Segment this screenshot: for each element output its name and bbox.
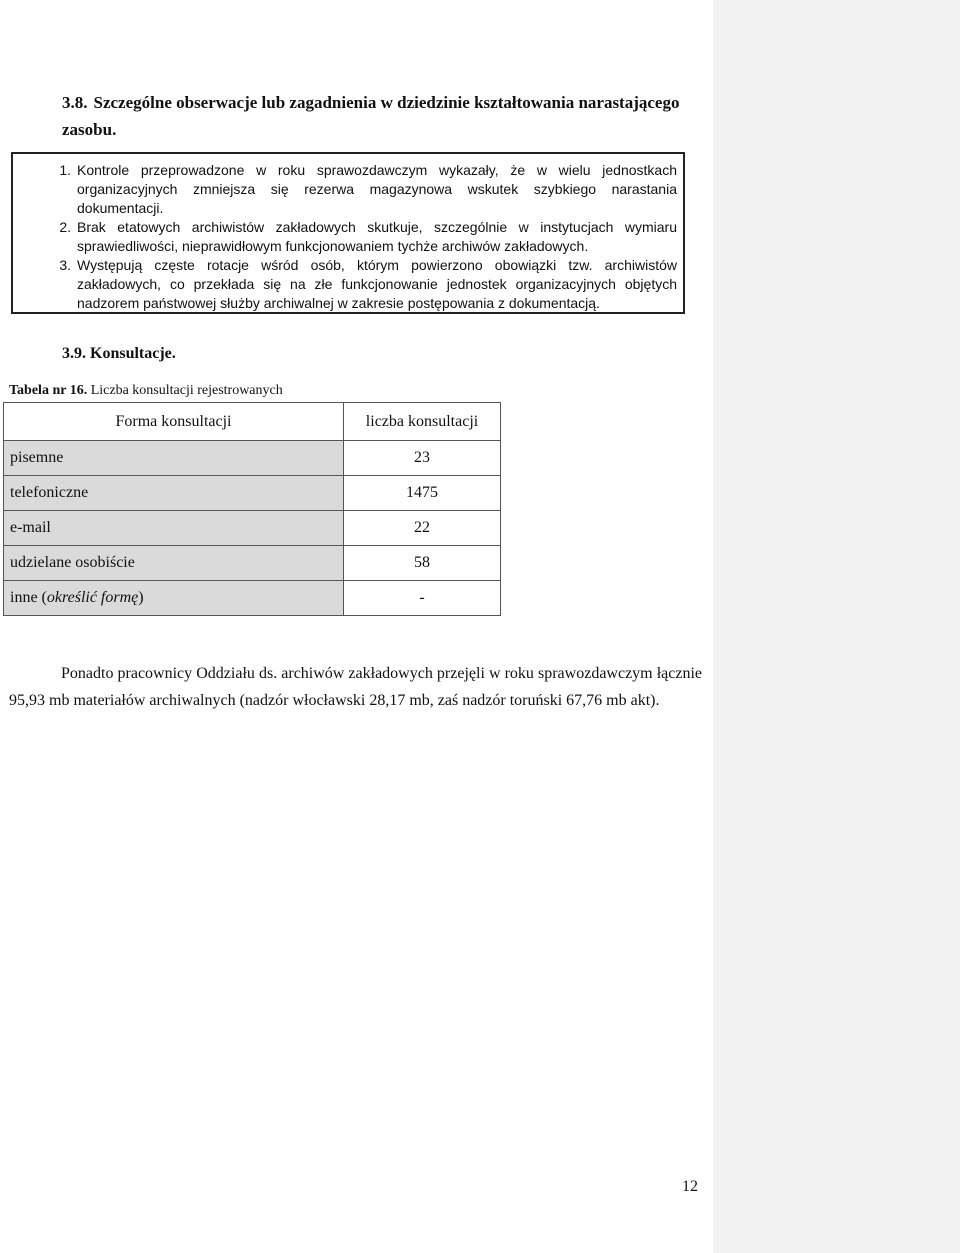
- cell-form-suffix: ): [138, 589, 144, 606]
- header-count: liczba konsultacji: [344, 403, 501, 441]
- paragraph-text: Ponadto pracownicy Oddziału ds. archiwów zakładowych przejęli w roku sprawozdawczym łącznie 95,93 mb materiałów archiwalnych (nadzór włocławski 28,17 mb, zaś nadzór toruński 67,76 mb akt).: [9, 665, 702, 709]
- cell-count: 22: [344, 511, 501, 546]
- table-caption: [9, 383, 283, 399]
- cell-form: [4, 581, 344, 616]
- section-number: 3.8.: [62, 93, 88, 112]
- observation-item: [59, 218, 677, 256]
- observation-number: 3.: [59, 257, 71, 273]
- table-row: [4, 476, 501, 511]
- body-paragraph: [9, 660, 702, 714]
- observation-text: Brak etatowych archiwistów zakładowych skutkuje, szczególnie w instytucjach wymiaru sprawiedliwości, nieprawidłowym funkcjonowaniem tychże archiwów zakładowych.: [77, 219, 677, 254]
- cell-count: 1475: [344, 476, 501, 511]
- cell-form: e-mail: [4, 511, 344, 546]
- section-heading-3-9: 3.9. Konsultacje.: [62, 345, 176, 362]
- section-title: Szczególne obserwacje lub zagadnienia w dziedzinie kształtowania narastającego zasobu.: [62, 93, 680, 139]
- table-header-row: [4, 403, 501, 441]
- observation-text: Kontrole przeprowadzone w roku sprawozdawczym wykazały, że w wielu jednostkach organizacyjnych zmniejsza się rezerwa magazynowa wskutek szybkiego narastania dokumentacji.: [77, 162, 677, 216]
- table-row: [4, 581, 501, 616]
- observation-number: 1.: [59, 162, 71, 178]
- table-row: [4, 546, 501, 581]
- cell-form-italic: określić formę: [46, 589, 139, 606]
- comment-margin: [713, 0, 960, 1253]
- cell-form: udzielane osobiście: [4, 546, 344, 581]
- table-row: [4, 511, 501, 546]
- observation-item: [59, 256, 677, 313]
- cell-count: 58: [344, 546, 501, 581]
- cell-form: pisemne: [4, 441, 344, 476]
- table-caption-text: Liczba konsultacji rejestrowanych: [87, 383, 283, 398]
- observation-number: 2.: [59, 219, 71, 235]
- table-row: [4, 441, 501, 476]
- consultations-table: [3, 402, 501, 616]
- table-caption-label: Tabela nr 16.: [9, 383, 88, 398]
- section-heading-3-8: [62, 89, 712, 143]
- cell-form: telefoniczne: [4, 476, 344, 511]
- cell-count: 23: [344, 441, 501, 476]
- cell-count: -: [344, 581, 501, 616]
- observation-text: Występują częste rotacje wśród osób, którym powierzono obowiązki tzw. archiwistów zakładowych, co przekłada się na złe funkcjonowanie jednostek organizacyjnych objętych nadzorem państwowej służby archiwalnej w zakresie postępowania z dokumentacją.: [77, 257, 677, 311]
- observation-item: [59, 161, 677, 218]
- page-number: 12: [682, 1178, 698, 1195]
- header-form: Forma konsultacji: [4, 403, 344, 441]
- cell-form-prefix: inne (: [10, 589, 47, 606]
